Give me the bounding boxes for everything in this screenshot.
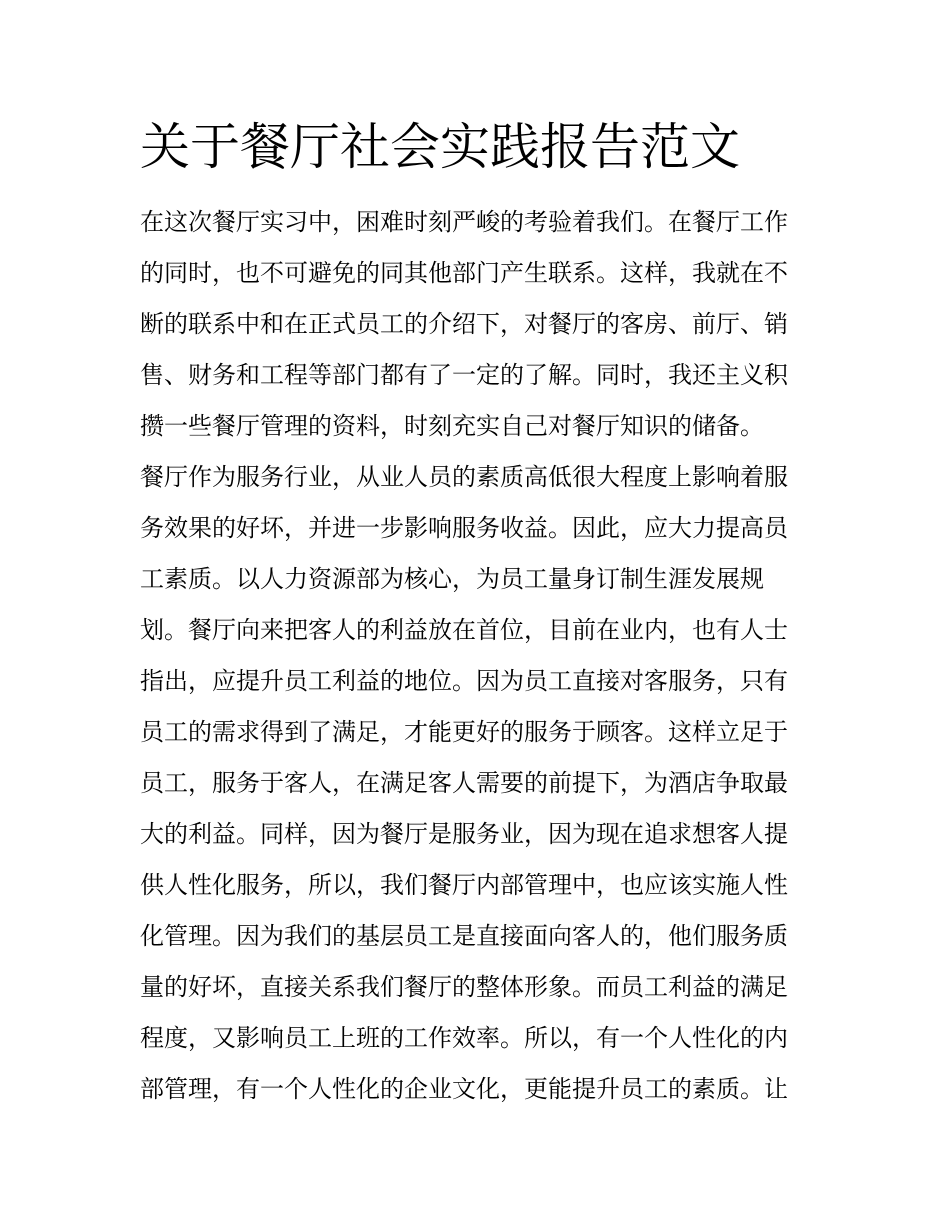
- body-line: 员工的需求得到了满足，才能更好的服务于顾客。这样立足于: [140, 718, 788, 746]
- document-title: 关于餐厅社会实践报告范文: [140, 118, 740, 176]
- body-line: 餐厅作为服务行业，从业人员的素质高低很大程度上影响着服: [140, 463, 788, 491]
- body-line: 化管理。因为我们的基层员工是直接面向客人的，他们服务质: [140, 922, 788, 950]
- body-line: 的同时，也不可避免的同其他部门产生联系。这样，我就在不: [140, 259, 788, 287]
- body-line: 攒一些餐厅管理的资料，时刻充实自己对餐厅知识的储备。: [140, 412, 764, 440]
- body-line: 断的联系中和在正式员工的介绍下，对餐厅的客房、前厅、销: [140, 310, 788, 338]
- body-line: 量的好坏，直接关系我们餐厅的整体形象。而员工利益的满足: [140, 973, 788, 1001]
- body-line: 售、财务和工程等部门都有了一定的了解。同时，我还主义积: [140, 361, 788, 389]
- body-line: 部管理，有一个人性化的企业文化，更能提升员工的素质。让: [140, 1075, 788, 1103]
- document-body: [140, 197, 820, 1115]
- body-line: 划。餐厅向来把客人的利益放在首位，目前在业内，也有人士: [140, 616, 788, 644]
- body-line: 指出，应提升员工利益的地位。因为员工直接对客服务，只有: [140, 667, 788, 695]
- body-line: 务效果的好坏，并进一步影响服务收益。因此，应大力提高员: [140, 514, 788, 542]
- body-line: 大的利益。同样，因为餐厅是服务业，因为现在追求想客人提: [140, 820, 788, 848]
- body-line: 工素质。以人力资源部为核心，为员工量身订制生涯发展规: [140, 565, 764, 593]
- body-line: 程度，又影响员工上班的工作效率。所以，有一个人性化的内: [140, 1024, 788, 1052]
- body-line: 员工，服务于客人，在满足客人需要的前提下，为酒店争取最: [140, 769, 788, 797]
- body-line: 供人性化服务，所以，我们餐厅内部管理中，也应该实施人性: [140, 871, 788, 899]
- body-line: 在这次餐厅实习中，困难时刻严峻的考验着我们。在餐厅工作: [140, 208, 788, 236]
